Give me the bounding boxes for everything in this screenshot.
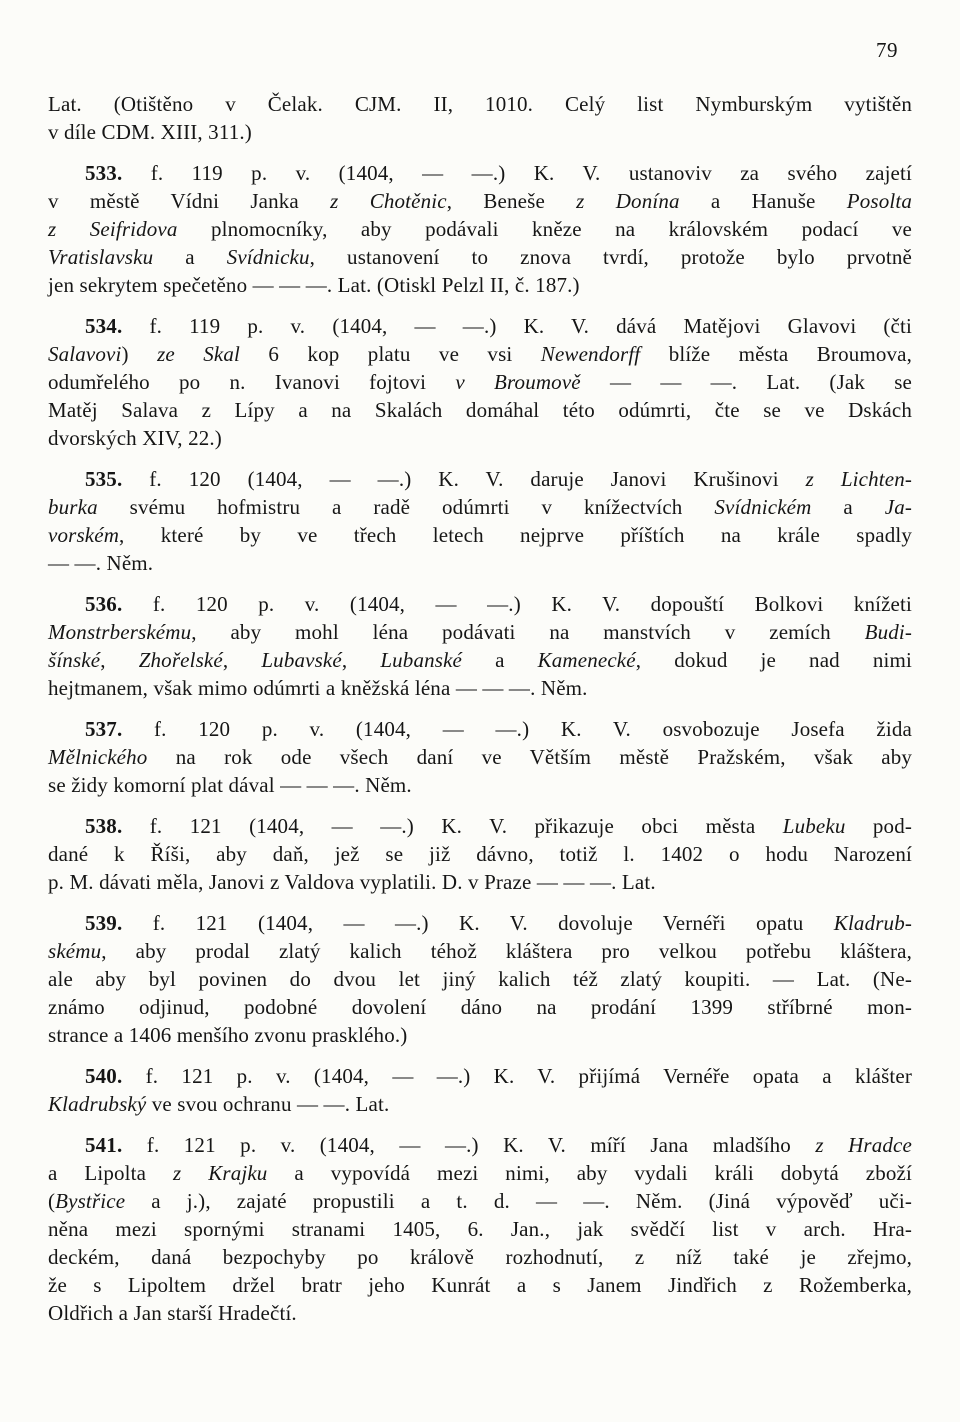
text-line (48, 187, 912, 215)
text-line (48, 521, 912, 549)
entry-number: 536. (85, 592, 123, 616)
paragraph-intro-continuation (48, 90, 912, 146)
italic-run: z Hradce (815, 1133, 913, 1157)
text-line (48, 1215, 912, 1243)
italic-run: Mělnického (48, 745, 148, 769)
italic-run: Bystřice (55, 1189, 126, 1213)
text-run: 6 kop platu ve vsi (240, 342, 541, 366)
italic-run: Posolta (846, 189, 912, 213)
text-line (48, 743, 912, 771)
text-line (48, 1021, 912, 1049)
text-run: dvorských XIV, 22.) (48, 426, 222, 450)
text-run: se židy komorní plat dával — — —. Něm. (48, 773, 412, 797)
paragraph-entry-537 (48, 715, 912, 799)
text-run: svému hofmistru a radě odúmrti v knížectvích (97, 495, 715, 519)
text-line (48, 90, 912, 118)
text-line (48, 340, 912, 368)
italic-run: Lubeku (782, 814, 846, 838)
italic-run: Svídnicku (226, 245, 310, 269)
text-line (48, 715, 912, 743)
text-line (48, 271, 912, 299)
text-line (48, 243, 912, 271)
text-line (48, 493, 912, 521)
italic-run: Vratislavsku (48, 245, 154, 269)
text-run: a (811, 495, 885, 519)
text-line (48, 993, 912, 1021)
text-line (48, 1090, 912, 1118)
text-line (48, 159, 912, 187)
text-run: f. 121 (1404, — —.) K. V. přikazuje obci města (122, 814, 783, 838)
text-line (48, 312, 912, 340)
text-run: plnomocníky, aby podávali kněze na královském podací ve (177, 217, 912, 241)
text-run: , ustanovení to znova tvrdí, protože bylo prvotně (309, 245, 912, 269)
italic-run: šínské (48, 648, 101, 672)
text-run: Lat. (Otištěno v Čelak. CJM. II, 1010. Celý list Nymburským vytištěn (48, 92, 912, 116)
text-run: , dokud je nad nimi (635, 648, 912, 672)
text-run: f. 121 (1404, — —.) K. V. dovoluje Vernéři opatu (122, 911, 834, 935)
text-line (48, 396, 912, 424)
text-line (48, 771, 912, 799)
text-run: f. 119 p. v. (1404, — —.) K. V. dává Matějovi Glavovi (čti (122, 314, 912, 338)
paragraph-entry-536 (48, 590, 912, 702)
italic-run: skému (48, 939, 102, 963)
text-line (48, 215, 912, 243)
text-line (48, 965, 912, 993)
text-run: v díle CDM. XIII, 311.) (48, 120, 252, 144)
text-run: f. 121 p. v. (1404, — —.) K. V. přijímá Vernéře opata a klášter (122, 1064, 912, 1088)
text-line (48, 937, 912, 965)
text-run: , (222, 648, 262, 672)
entry-number: 537. (85, 717, 123, 741)
text-run: pod- (845, 814, 912, 838)
italic-run: ze Skal (157, 342, 241, 366)
paragraph-entry-535 (48, 465, 912, 577)
text-line (48, 590, 912, 618)
italic-run: Lubanské (380, 648, 463, 672)
text-line (48, 1062, 912, 1090)
text-line (48, 1159, 912, 1187)
entry-number: 541. (85, 1133, 123, 1157)
italic-run: z Seifridova (48, 217, 178, 241)
italic-run: Kladrub- (833, 911, 912, 935)
text-run: deckém, daná bezpochyby po králově rozhodnutí, z níž také je zřejmo, (48, 1245, 912, 1269)
entry-number: 540. (85, 1064, 123, 1088)
text-line (48, 618, 912, 646)
italic-run: Svídnickém (714, 495, 812, 519)
italic-run: Lubavské (261, 648, 342, 672)
text-run: Oldřich a Jan starší Hradečtí. (48, 1301, 297, 1325)
text-line (48, 118, 912, 146)
text-run: strance a 1406 menšího zvonu prasklého.) (48, 1023, 408, 1047)
italic-run: vorském (48, 523, 120, 547)
text-run: Matěj Salava z Lípy a na Skalách domáhal této odúmrti, čte se ve Dskách (48, 398, 912, 422)
entry-number: 535. (85, 467, 123, 491)
text-line (48, 549, 912, 577)
italic-run: z Lichten- (805, 467, 913, 491)
text-run: , které by ve třech letech nejprve příštích na krále spadly (119, 523, 912, 547)
italic-run: Salavovi (48, 342, 122, 366)
italic-run: Budi- (864, 620, 912, 644)
page-number: 79 (876, 38, 898, 62)
italic-run: z Krajku (172, 1161, 268, 1185)
italic-run: z Chotěnic (330, 189, 447, 213)
italic-run: Ja- (884, 495, 912, 519)
italic-run: Newendorff (540, 342, 641, 366)
text-line (48, 1271, 912, 1299)
text-line (48, 674, 912, 702)
italic-run: burka (48, 495, 98, 519)
text-run: f. 121 p. v. (1404, — —.) K. V. míří Jana mladšího (122, 1133, 816, 1157)
entry-number: 538. (85, 814, 123, 838)
text-line (48, 646, 912, 674)
text-run: a j.), zajaté propustili a t. d. — —. Něm. (Jiná výpověď uči- (125, 1189, 912, 1213)
text-run: a Lipolta (48, 1161, 173, 1185)
text-block (48, 90, 912, 1327)
text-run: ) (121, 342, 158, 366)
text-run: a vypovídá mezi nimi, aby vydali králi dobytá zboží (267, 1161, 912, 1185)
text-line (48, 868, 912, 896)
italic-run: Monstrberskému (48, 620, 192, 644)
text-run: ale aby byl povinen do dvou let jiný kalich též zlatý koupiti. — Lat. (Ne- (48, 967, 912, 991)
italic-run: Kladrubský (48, 1092, 147, 1116)
text-line (48, 909, 912, 937)
text-run: ( (48, 1189, 56, 1213)
entry-number: 539. (85, 911, 123, 935)
text-run: že s Lipoltem držel bratr jeho Kunrát a s Janem Jindřich z Rožemberka, (48, 1273, 912, 1297)
text-run: a (153, 245, 227, 269)
text-run: na rok ode všech daní ve Větším městě Pražském, však aby (147, 745, 912, 769)
text-run: blíže města Broumova, (640, 342, 913, 366)
text-run: známo odjinud, podobné dovolení dáno na prodání 1399 stříbrné mon- (48, 995, 912, 1019)
text-line (48, 1299, 912, 1327)
entry-number: 533. (85, 161, 123, 185)
entry-number: 534. (85, 314, 123, 338)
text-line (48, 1187, 912, 1215)
text-run: f. 120 (1404, — —.) K. V. daruje Janovi Krušinovi (122, 467, 806, 491)
text-line (48, 840, 912, 868)
text-run: p. M. dávati měla, Janovi z Valdova vyplatili. D. v Praze — — —. Lat. (48, 870, 656, 894)
paragraph-entry-539 (48, 909, 912, 1049)
text-run: f. 120 p. v. (1404, — —.) K. V. dopouští Bolkovi knížeti (122, 592, 912, 616)
text-run: a Hanuše (679, 189, 847, 213)
text-run: jen sekrytem spečetěno — — —. Lat. (Otiskl Pelzl II, č. 187.) (48, 273, 580, 297)
text-run: v městě Vídni Janka (48, 189, 331, 213)
text-run: hejtmanem, však mimo odúmrti a kněžská léna — — —. Něm. (48, 676, 588, 700)
italic-run: Kamenecké (537, 648, 636, 672)
text-line (48, 812, 912, 840)
text-run: — — —. Lat. (Jak se (580, 370, 913, 394)
text-run: , aby prodal zlatý kalich téhož kláštera pro velkou potřebu kláštera, (101, 939, 912, 963)
paragraph-entry-541 (48, 1131, 912, 1327)
text-run: dané k Říši, aby daň, jež se již dávno, totiž l. 1402 o hodu Narození (48, 842, 912, 866)
text-run: — —. Něm. (48, 551, 154, 575)
text-line (48, 465, 912, 493)
text-line (48, 1131, 912, 1159)
italic-run: v Broumově (455, 370, 581, 394)
italic-run: z Donína (576, 189, 680, 213)
text-line (48, 1243, 912, 1271)
text-run: , (100, 648, 139, 672)
italic-run: Zhořelské (138, 648, 223, 672)
text-run: f. 120 p. v. (1404, — —.) K. V. osvobozuje Josefa žida (122, 717, 912, 741)
paragraph-entry-538 (48, 812, 912, 896)
paragraph-entry-533 (48, 159, 912, 299)
text-run: f. 119 p. v. (1404, — —.) K. V. ustanoviv za svého zajetí (122, 161, 912, 185)
text-line (48, 368, 912, 396)
text-line (48, 424, 912, 452)
text-run: a (462, 648, 538, 672)
text-run: , (341, 648, 381, 672)
paragraph-entry-534 (48, 312, 912, 452)
paragraph-entry-540 (48, 1062, 912, 1118)
text-run: něna mezi spornými stranami 1405, 6. Jan., jak svědčí list v arch. Hra- (48, 1217, 912, 1241)
text-run: odumřelého po n. Ivanovi fojtovi (48, 370, 456, 394)
text-run: , aby mohl léna podávati na manstvích v zemích (191, 620, 865, 644)
text-run: , Beneše (446, 189, 577, 213)
text-run: ve svou ochranu — —. Lat. (146, 1092, 390, 1116)
